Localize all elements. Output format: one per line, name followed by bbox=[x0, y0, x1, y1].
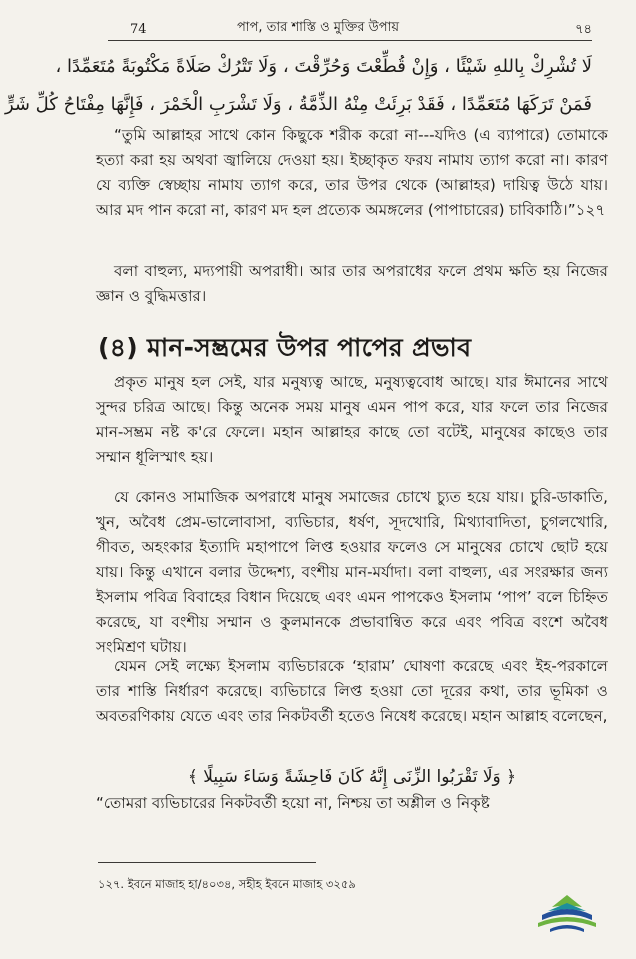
page-number-left: 74 bbox=[130, 22, 147, 37]
footnote: ১২৭. ইবনে মাজাহ হা/৪০৩৪, সহীহ ইবনে মাজাহ ৩২৫৯ bbox=[98, 877, 356, 891]
body-paragraph bbox=[96, 370, 608, 470]
header-divider bbox=[108, 40, 592, 41]
body-paragraph bbox=[96, 654, 608, 729]
commentary-paragraph bbox=[96, 259, 608, 309]
footnote-divider bbox=[98, 862, 316, 863]
paragraph-text: যেমন সেই লক্ষ্যে ইসলাম ব্যভিচারকে ‘হারাম’ ঘোষণা করেছে এবং ইহ-পরকালে তার শাস্তি নির্ধারণ করেছে। ব্যভিচারে লিপ্ত হওয়া তো দূরের কথা, তার ভূমিকা ও অবতরণিকায় যেতে এবং তার নিকটবর্তী হতেও নিষেধ করেছে। মহান আল্লাহ বলেছেন, bbox=[96, 657, 608, 725]
body-paragraph bbox=[96, 485, 608, 660]
paragraph-text: বলা বাহুল্য, মদ্যপায়ী অপরাধী। আর তার অপরাধের ফলে প্রথম ক্ষতি হয় নিজের জ্ঞান ও বুদ্ধিমত্তার। bbox=[96, 262, 608, 305]
page-number-right: ৭৪ bbox=[575, 22, 592, 37]
running-header-title: পাপ, তার শাস্তি ও মুক্তির উপায় bbox=[236, 20, 400, 35]
arabic-hadith-line-2: فَمَنْ تَرَكَهَا مُتَعَمِّدًا ، فَقَدْ بَرِئَتْ مِنْهُ الذِّمَّةُ ، وَلَا تَشْرَبِ الْخَمْرَ ، فَإِنَّهَا مِفْتَاحُ كُلِّ شَرٍّ bbox=[4, 94, 592, 115]
section-heading: (৪) মান-সম্ভ্রমের উপর পাপের প্রভাব bbox=[98, 333, 472, 362]
quran-verse: ﴿ وَلَا تَقْرَبُوا الزِّنَى إِنَّهُ كَانَ فَاحِشَةً وَسَاءَ سَبِيلًا ﴾ bbox=[187, 767, 517, 787]
paragraph-text: যে কোনও সামাজিক অপরাধে মানুষ সমাজের চোখে চ্যুত হয়ে যায়। চুরি-ডাকাতি, খুন, অবৈধ প্রেম-ভালোবাসা, ব্যভিচার, ধর্ষণ, সূদখোরি, মিথ্যাবাদিতা, চুগলখোরি, গীবত, অহংকার ইত্যাদি মহাপাপে লিপ্ত হওয়ার ফলেও সে মানুষের চোখে ছোট হয়ে যায়। কিন্তু এখানে বলার উদ্দেশ্য, বংশীয় মান-মর্যাদা। বলা বাহুল্য, এর সংরক্ষার জন্য ইসলাম পবিত্র বিবাহের বিধান দিয়েছে এবং এমন পাপকেও ইসলাম ‘পাপ’ বলে চিহ্নিত করেছে, যা বংশীয় সম্মান ও কুলমানকে প্রভাবান্বিত করে এবং পবিত্র বংশে অবৈধ সংমিশ্রণ ঘটায়। bbox=[96, 488, 608, 656]
publisher-logo-icon bbox=[536, 893, 598, 933]
paragraph-text: প্রকৃত মানুষ হল সেই, যার মনুষ্যত্ব আছে, মনুষ্যত্ববোধ আছে। যার ঈমানের সাথে সুন্দর চরিত্র আছে। কিন্তু অনেক সময় মানুষ এমন পাপ করে, যার ফলে তার নিজের মান-সম্ভ্রম নষ্ট ক'রে ফেলে। মহান আল্লাহর কাছে তো বটেই, মানুষের কাছেও তার সম্মান ধূলিস্মাৎ হয়। bbox=[96, 373, 608, 466]
verse-translation-paragraph bbox=[96, 791, 608, 816]
hadith-translation-paragraph bbox=[96, 123, 608, 223]
paragraph-text: “তোমরা ব্যভিচারের নিকটবর্তী হয়ো না, নিশ্চয় তা অশ্লীল ও নিকৃষ্ট bbox=[96, 794, 490, 812]
paragraph-text: “তুমি আল্লাহর সাথে কোন কিছুকে শরীক করো না---যদিও (এ ব্যাপারে) তোমাকে হত্যা করা হয় অথবা জ্বালিয়ে দেওয়া হয়। ইচ্ছাকৃত ফরয নামায ত্যাগ করো না। কারণ যে ব্যক্তি স্বেচ্ছায় নামায ত্যাগ করে, তার উপর থেকে (আল্লাহর) দায়িত্ব উঠে যায়। আর মদ পান করো না, কারণ মদ হল প্রত্যেক অমঙ্গলের (পাপাচারের) চাবিকাঠি।”১২৭ bbox=[96, 126, 608, 219]
arabic-hadith-line-1: لَا تُشْرِكْ بِاللهِ شَيْئًا ، وَإِنْ قُطِّعْتَ وَحُرِّقْتَ ، وَلَا تَتْرُكْ صَلَاةً مَكْتُوبَةً مُتَعَمِّدًا ، bbox=[55, 56, 592, 77]
